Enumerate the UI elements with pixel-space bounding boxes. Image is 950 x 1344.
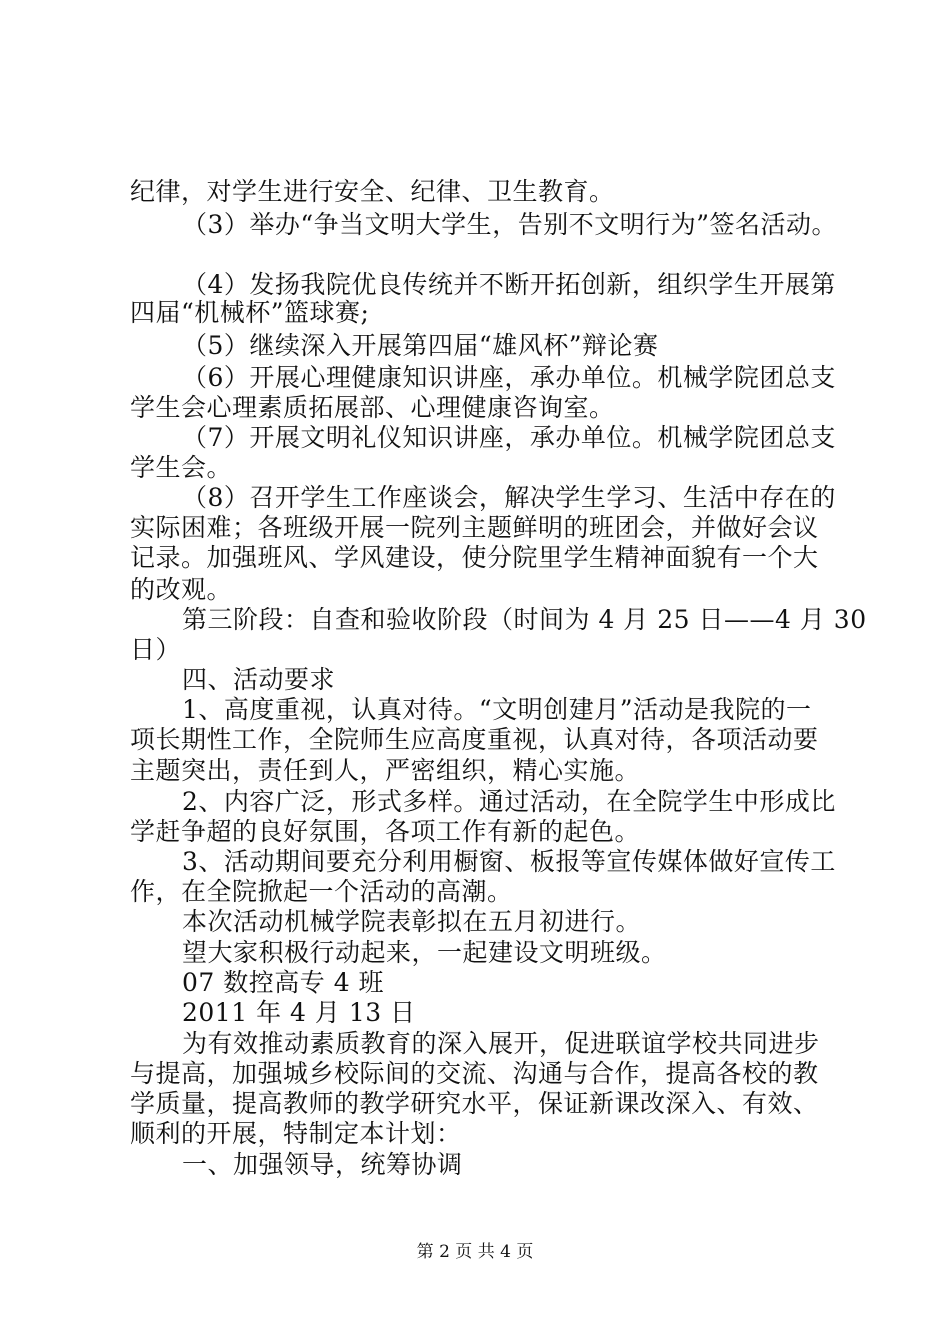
text-line: 顺利的开展，特制定本计划： [130, 1119, 462, 1148]
text-line: 作，在全院掀起一个活动的高潮。 [130, 877, 513, 906]
section-heading: 一、加强领导，统筹协调 [182, 1150, 463, 1179]
text-line: （3）举办“争当文明大学生，告别不文明行为”签名活动。 [182, 210, 837, 239]
text-line: 实际困难；各班级开展一院列主题鲜明的班团会，并做好会议 [130, 513, 819, 542]
text-line: 学生会心理素质拓展部、心理健康咨询室。 [130, 393, 615, 422]
text-line: （8）召开学生工作座谈会，解决学生学习、生活中存在的 [182, 483, 836, 512]
page-footer: 第 2 页 共 4 页 [416, 1242, 534, 1262]
text-line: 项长期性工作，全院师生应高度重视，认真对待，各项活动要 [130, 725, 819, 754]
text-line: 为有效推动素质教育的深入展开，促进联谊学校共同进步 [182, 1029, 820, 1058]
text-line: （6）开展心理健康知识讲座，承办单位。机械学院团总支 [182, 363, 836, 392]
text-line: （5）继续深入开展第四届“雄风杯”辩论赛 [182, 331, 659, 360]
date-line: 2011 年 4 月 13 日 [182, 998, 416, 1027]
text-line: 四届“机械杯”篮球赛; [130, 298, 370, 327]
text-line: 学质量，提高教师的教学研究水平，保证新课改深入、有效、 [130, 1089, 819, 1118]
signature-line: 07 数控高专 4 班 [182, 968, 385, 997]
text-line: 日） [130, 635, 182, 664]
text-line: 第三阶段：自查和验收阶段（时间为 4 月 25 日——4 月 30 [182, 605, 867, 634]
text-line: 记录。加强班风、学风建设，使分院里学生精神面貌有一个大 [130, 543, 819, 572]
text-line: 学生会。 [130, 453, 233, 482]
text-line: 3、活动期间要充分利用橱窗、板报等宣传媒体做好宣传工 [182, 847, 836, 876]
text-line: 主题突出，责任到人，严密组织，精心实施。 [130, 756, 641, 785]
section-heading: 四、活动要求 [182, 665, 336, 694]
text-line: （7）开展文明礼仪知识讲座，承办单位。机械学院团总支 [182, 423, 836, 452]
text-line: 望大家积极行动起来，一起建设文明班级。 [182, 938, 667, 967]
text-line: 1、高度重视，认真对待。“文明创建月”活动是我院的一 [182, 695, 812, 724]
text-line: 2、内容广泛，形式多样。通过活动，在全院学生中形成比 [182, 787, 836, 816]
text-line: （4）发扬我院优良传统并不断开拓创新，组织学生开展第 [182, 270, 836, 299]
text-line: 的改观。 [130, 575, 233, 604]
text-line: 学赶争超的良好氛围，各项工作有新的起色。 [130, 817, 641, 846]
text-line: 本次活动机械学院表彰拟在五月初进行。 [182, 907, 642, 936]
text-line: 与提高，加强城乡校际间的交流、沟通与合作，提高各校的教 [130, 1059, 819, 1088]
text-line: 纪律，对学生进行安全、纪律、卫生教育。 [130, 177, 615, 206]
